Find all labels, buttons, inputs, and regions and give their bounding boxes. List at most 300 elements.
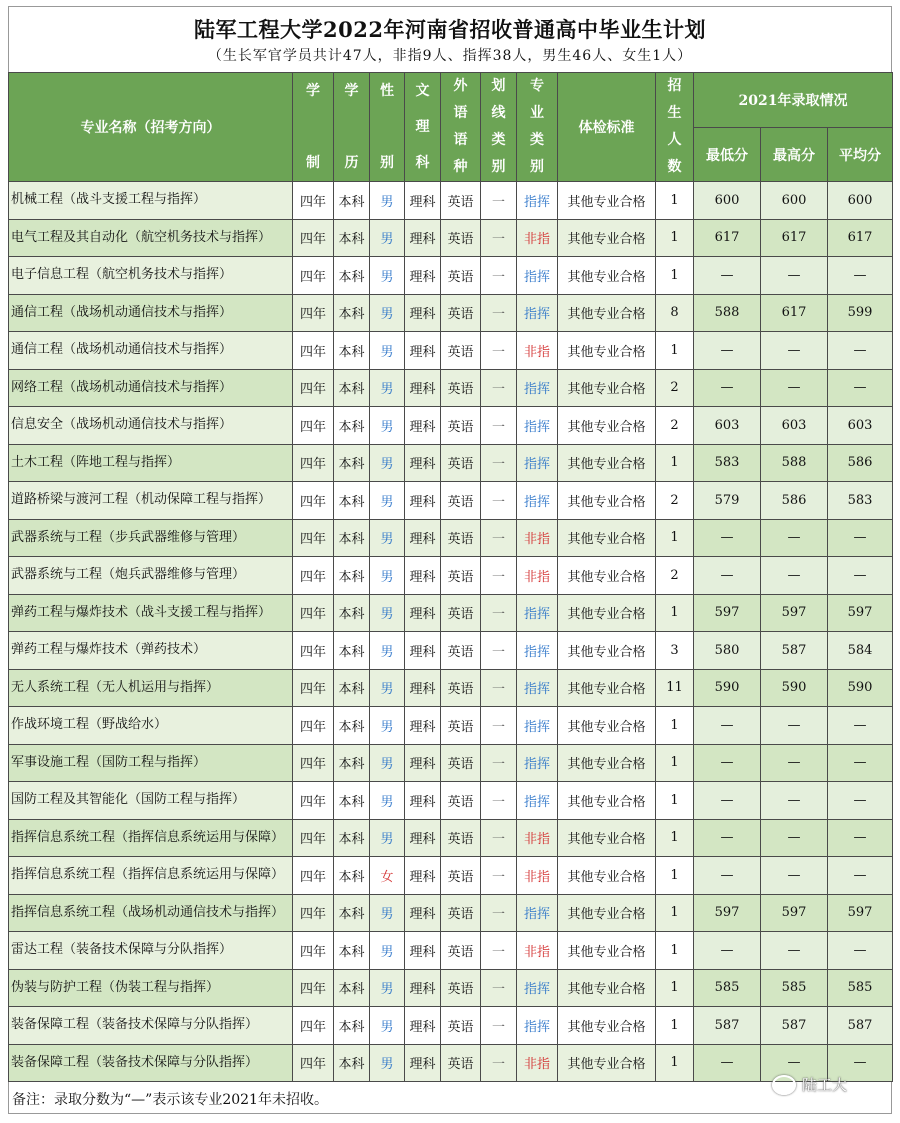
cell-huaxian: 一: [481, 519, 517, 557]
cell-tijian: 其他专业合格: [558, 519, 656, 557]
cell-avg-score: —: [828, 332, 893, 370]
cell-xueli: 本科: [334, 332, 370, 370]
cell-huaxian: 一: [481, 444, 517, 482]
cell-avg-score: —: [828, 1044, 893, 1082]
cell-xuezhi: 四年: [293, 707, 334, 745]
cell-max-score: —: [761, 369, 828, 407]
cell-max-score: 617: [761, 294, 828, 332]
cell-major-name: 装备保障工程（装备技术保障与分队指挥）: [9, 1007, 293, 1045]
cell-major-name: 装备保障工程（装备技术保障与分队指挥）: [9, 1044, 293, 1082]
cell-xingbie: 男: [370, 669, 405, 707]
cell-avg-score: 583: [828, 482, 893, 520]
cell-major-name: 作战环境工程（野战给水）: [9, 707, 293, 745]
cell-avg-score: 617: [828, 219, 893, 257]
cell-waiyu: 英语: [441, 744, 481, 782]
cell-zhaosheng: 1: [656, 257, 694, 295]
header-xueli: 学 历: [334, 73, 370, 182]
cell-wenli: 理科: [405, 594, 441, 632]
cell-xuezhi: 四年: [293, 632, 334, 670]
watermark: [772, 1074, 847, 1095]
cell-zhuanye: 指挥: [517, 894, 558, 932]
enrollment-plan-table: [8, 72, 893, 1082]
cell-max-score: 587: [761, 632, 828, 670]
cell-wenli: 理科: [405, 219, 441, 257]
cell-major-name: 土木工程（阵地工程与指挥）: [9, 444, 293, 482]
cell-max-score: 587: [761, 1007, 828, 1045]
cell-xingbie: 女: [370, 857, 405, 895]
cell-avg-score: 599: [828, 294, 893, 332]
table-row: [9, 332, 893, 370]
cell-xuezhi: 四年: [293, 894, 334, 932]
cell-major-name: 通信工程（战场机动通信技术与指挥）: [9, 332, 293, 370]
cell-xuezhi: 四年: [293, 1044, 334, 1082]
footnote: 备注：录取分数为“—”表示该专业2021年未招收。: [12, 1092, 328, 1108]
cell-max-score: 597: [761, 594, 828, 632]
header-huaxian: 划 线 类 别: [481, 73, 517, 182]
cell-max-score: 585: [761, 969, 828, 1007]
cell-waiyu: 英语: [441, 894, 481, 932]
table-row: [9, 1007, 893, 1045]
cell-avg-score: 587: [828, 1007, 893, 1045]
cell-max-score: —: [761, 782, 828, 820]
cell-xueli: 本科: [334, 744, 370, 782]
cell-tijian: 其他专业合格: [558, 219, 656, 257]
cell-huaxian: 一: [481, 1044, 517, 1082]
cell-max-score: —: [761, 932, 828, 970]
cell-huaxian: 一: [481, 557, 517, 595]
cell-major-name: 电气工程及其自动化（航空机务技术与指挥）: [9, 219, 293, 257]
cell-xuezhi: 四年: [293, 444, 334, 482]
table-row: [9, 894, 893, 932]
cell-min-score: —: [694, 819, 761, 857]
table-row: [9, 519, 893, 557]
cell-min-score: —: [694, 369, 761, 407]
cell-min-score: 587: [694, 1007, 761, 1045]
cell-wenli: 理科: [405, 782, 441, 820]
cell-max-score: —: [761, 744, 828, 782]
cell-zhaosheng: 1: [656, 332, 694, 370]
cell-waiyu: 英语: [441, 257, 481, 295]
cell-waiyu: 英语: [441, 182, 481, 220]
cell-huaxian: 一: [481, 894, 517, 932]
table-row: [9, 782, 893, 820]
cell-xueli: 本科: [334, 1044, 370, 1082]
cell-avg-score: —: [828, 519, 893, 557]
cell-xueli: 本科: [334, 219, 370, 257]
cell-xingbie: 男: [370, 557, 405, 595]
cell-zhaosheng: 1: [656, 444, 694, 482]
cell-zhaosheng: 1: [656, 707, 694, 745]
cell-major-name: 机械工程（战斗支援工程与指挥）: [9, 182, 293, 220]
cell-tijian: 其他专业合格: [558, 1044, 656, 1082]
cell-major-name: 弹药工程与爆炸技术（弹药技术）: [9, 632, 293, 670]
cell-tijian: 其他专业合格: [558, 407, 656, 445]
header-max: 最高分: [761, 128, 828, 182]
table-row: [9, 182, 893, 220]
cell-wenli: 理科: [405, 707, 441, 745]
cell-zhuanye: 非指: [517, 219, 558, 257]
cell-zhaosheng: 1: [656, 519, 694, 557]
cell-xingbie: 男: [370, 294, 405, 332]
cell-avg-score: —: [828, 857, 893, 895]
cell-wenli: 理科: [405, 369, 441, 407]
cell-xueli: 本科: [334, 369, 370, 407]
cell-major-name: 信息安全（战场机动通信技术与指挥）: [9, 407, 293, 445]
cell-zhuanye: 非指: [517, 1044, 558, 1082]
cell-zhaosheng: 1: [656, 857, 694, 895]
cell-xuezhi: 四年: [293, 819, 334, 857]
table-row: [9, 669, 893, 707]
cell-major-name: 武器系统与工程（炮兵武器维修与管理）: [9, 557, 293, 595]
cell-max-score: 617: [761, 219, 828, 257]
cell-avg-score: 600: [828, 182, 893, 220]
cell-zhaosheng: 1: [656, 219, 694, 257]
cell-max-score: —: [761, 557, 828, 595]
watermark-text: 陆工大: [802, 1076, 848, 1094]
cell-xingbie: 男: [370, 444, 405, 482]
cell-waiyu: 英语: [441, 557, 481, 595]
cell-max-score: —: [761, 707, 828, 745]
cell-xingbie: 男: [370, 1044, 405, 1082]
cell-waiyu: 英语: [441, 669, 481, 707]
cell-wenli: 理科: [405, 932, 441, 970]
header-xingbie: 性 别: [370, 73, 405, 182]
cell-zhaosheng: 2: [656, 407, 694, 445]
cell-xingbie: 男: [370, 744, 405, 782]
cell-major-name: 军事设施工程（国防工程与指挥）: [9, 744, 293, 782]
cell-major-name: 电子信息工程（航空机务技术与指挥）: [9, 257, 293, 295]
header-luqu: 2021年录取情况: [694, 73, 893, 128]
header-name: 专业名称（招考方向）: [9, 73, 293, 182]
cell-avg-score: 597: [828, 894, 893, 932]
cell-wenli: 理科: [405, 294, 441, 332]
cell-min-score: 617: [694, 219, 761, 257]
cell-tijian: 其他专业合格: [558, 332, 656, 370]
cell-xingbie: 男: [370, 257, 405, 295]
cell-huaxian: 一: [481, 369, 517, 407]
cell-xuezhi: 四年: [293, 407, 334, 445]
table-row: [9, 407, 893, 445]
cell-zhaosheng: 2: [656, 369, 694, 407]
table-row: [9, 369, 893, 407]
cell-xingbie: 男: [370, 369, 405, 407]
table-row: [9, 819, 893, 857]
cell-major-name: 雷达工程（装备技术保障与分队指挥）: [9, 932, 293, 970]
cell-min-score: —: [694, 257, 761, 295]
cell-waiyu: 英语: [441, 857, 481, 895]
cell-xueli: 本科: [334, 594, 370, 632]
table-row: [9, 294, 893, 332]
cell-zhuanye: 非指: [517, 819, 558, 857]
cell-xuezhi: 四年: [293, 969, 334, 1007]
cell-major-name: 无人系统工程（无人机运用与指挥）: [9, 669, 293, 707]
header-waiyu: 外 语 语 种: [441, 73, 481, 182]
cell-zhuanye: 指挥: [517, 632, 558, 670]
cell-xueli: 本科: [334, 294, 370, 332]
cell-wenli: 理科: [405, 182, 441, 220]
cell-zhuanye: 指挥: [517, 707, 558, 745]
cell-tijian: 其他专业合格: [558, 482, 656, 520]
cell-tijian: 其他专业合格: [558, 1007, 656, 1045]
cell-xueli: 本科: [334, 857, 370, 895]
cell-waiyu: 英语: [441, 1044, 481, 1082]
cell-zhuanye: 非指: [517, 857, 558, 895]
cell-max-score: —: [761, 519, 828, 557]
table-row: [9, 857, 893, 895]
cell-wenli: 理科: [405, 857, 441, 895]
cell-huaxian: 一: [481, 182, 517, 220]
cell-huaxian: 一: [481, 482, 517, 520]
cell-max-score: —: [761, 257, 828, 295]
cell-xingbie: 男: [370, 819, 405, 857]
header-avg: 平均分: [828, 128, 893, 182]
cell-huaxian: 一: [481, 219, 517, 257]
cell-waiyu: 英语: [441, 969, 481, 1007]
cell-avg-score: 590: [828, 669, 893, 707]
cell-tijian: 其他专业合格: [558, 632, 656, 670]
cell-max-score: 603: [761, 407, 828, 445]
cell-min-score: 590: [694, 669, 761, 707]
cell-waiyu: 英语: [441, 444, 481, 482]
table-row: [9, 594, 893, 632]
cell-min-score: 583: [694, 444, 761, 482]
cell-xueli: 本科: [334, 782, 370, 820]
cell-zhaosheng: 1: [656, 1007, 694, 1045]
table-row: [9, 932, 893, 970]
cell-zhaosheng: 11: [656, 669, 694, 707]
cell-min-score: 580: [694, 632, 761, 670]
cell-zhaosheng: 1: [656, 182, 694, 220]
cell-zhuanye: 指挥: [517, 444, 558, 482]
cell-waiyu: 英语: [441, 519, 481, 557]
cell-huaxian: 一: [481, 932, 517, 970]
cell-huaxian: 一: [481, 1007, 517, 1045]
table-row: [9, 557, 893, 595]
cell-max-score: 586: [761, 482, 828, 520]
cell-zhuanye: 非指: [517, 519, 558, 557]
cell-avg-score: 584: [828, 632, 893, 670]
cell-avg-score: 585: [828, 969, 893, 1007]
cell-avg-score: 603: [828, 407, 893, 445]
cell-wenli: 理科: [405, 444, 441, 482]
header-tijian: 体检标准: [558, 73, 656, 182]
cell-tijian: 其他专业合格: [558, 819, 656, 857]
cell-min-score: —: [694, 744, 761, 782]
cell-xingbie: 男: [370, 519, 405, 557]
cell-tijian: 其他专业合格: [558, 444, 656, 482]
cell-min-score: 597: [694, 594, 761, 632]
cell-xuezhi: 四年: [293, 332, 334, 370]
cell-min-score: 597: [694, 894, 761, 932]
cell-xingbie: 男: [370, 594, 405, 632]
cell-wenli: 理科: [405, 1044, 441, 1082]
cell-waiyu: 英语: [441, 482, 481, 520]
cell-xingbie: 男: [370, 707, 405, 745]
cell-xingbie: 男: [370, 182, 405, 220]
cell-wenli: 理科: [405, 1007, 441, 1045]
cell-huaxian: 一: [481, 969, 517, 1007]
cell-zhuanye: 指挥: [517, 744, 558, 782]
cell-tijian: 其他专业合格: [558, 669, 656, 707]
cell-min-score: —: [694, 932, 761, 970]
cell-avg-score: —: [828, 707, 893, 745]
cell-min-score: —: [694, 1044, 761, 1082]
cell-wenli: 理科: [405, 482, 441, 520]
header-wenli: 文 理 科: [405, 73, 441, 182]
header-zhuanye: 专 业 类 别: [517, 73, 558, 182]
cell-xuezhi: 四年: [293, 294, 334, 332]
header-zhaosheng: 招 生 人 数: [656, 73, 694, 182]
cell-xueli: 本科: [334, 444, 370, 482]
wechat-icon: [772, 1075, 796, 1095]
cell-min-score: —: [694, 857, 761, 895]
cell-min-score: —: [694, 782, 761, 820]
cell-tijian: 其他专业合格: [558, 182, 656, 220]
table-row: [9, 444, 893, 482]
cell-huaxian: 一: [481, 407, 517, 445]
cell-xueli: 本科: [334, 819, 370, 857]
cell-min-score: 588: [694, 294, 761, 332]
cell-huaxian: 一: [481, 632, 517, 670]
cell-major-name: 道路桥梁与渡河工程（机动保障工程与指挥）: [9, 482, 293, 520]
cell-xuezhi: 四年: [293, 369, 334, 407]
cell-tijian: 其他专业合格: [558, 707, 656, 745]
table-row: [9, 257, 893, 295]
cell-xingbie: 男: [370, 332, 405, 370]
cell-wenli: 理科: [405, 969, 441, 1007]
cell-waiyu: 英语: [441, 219, 481, 257]
cell-zhaosheng: 2: [656, 557, 694, 595]
cell-xingbie: 男: [370, 782, 405, 820]
cell-zhuanye: 指挥: [517, 294, 558, 332]
cell-xueli: 本科: [334, 257, 370, 295]
cell-wenli: 理科: [405, 257, 441, 295]
cell-wenli: 理科: [405, 632, 441, 670]
cell-huaxian: 一: [481, 332, 517, 370]
cell-tijian: 其他专业合格: [558, 744, 656, 782]
cell-wenli: 理科: [405, 519, 441, 557]
cell-xingbie: 男: [370, 1007, 405, 1045]
cell-xueli: 本科: [334, 519, 370, 557]
cell-huaxian: 一: [481, 819, 517, 857]
cell-waiyu: 英语: [441, 932, 481, 970]
cell-xueli: 本科: [334, 407, 370, 445]
cell-xuezhi: 四年: [293, 257, 334, 295]
cell-zhaosheng: 1: [656, 819, 694, 857]
cell-tijian: 其他专业合格: [558, 257, 656, 295]
cell-zhuanye: 指挥: [517, 594, 558, 632]
cell-xuezhi: 四年: [293, 857, 334, 895]
cell-zhuanye: 指挥: [517, 482, 558, 520]
cell-xueli: 本科: [334, 932, 370, 970]
cell-wenli: 理科: [405, 332, 441, 370]
cell-xingbie: 男: [370, 969, 405, 1007]
cell-zhaosheng: 1: [656, 894, 694, 932]
cell-huaxian: 一: [481, 857, 517, 895]
cell-zhaosheng: 1: [656, 744, 694, 782]
cell-zhuanye: 指挥: [517, 369, 558, 407]
cell-xingbie: 男: [370, 219, 405, 257]
cell-avg-score: 597: [828, 594, 893, 632]
cell-major-name: 伪装与防护工程（伪装工程与指挥）: [9, 969, 293, 1007]
cell-min-score: 579: [694, 482, 761, 520]
cell-zhuanye: 非指: [517, 932, 558, 970]
cell-max-score: —: [761, 332, 828, 370]
cell-zhuanye: 指挥: [517, 407, 558, 445]
cell-xueli: 本科: [334, 1007, 370, 1045]
cell-xueli: 本科: [334, 669, 370, 707]
header-xuezhi: 学 制: [293, 73, 334, 182]
cell-huaxian: 一: [481, 782, 517, 820]
cell-avg-score: —: [828, 557, 893, 595]
table-row: [9, 219, 893, 257]
cell-tijian: 其他专业合格: [558, 782, 656, 820]
table-row: [9, 707, 893, 745]
cell-zhuanye: 指挥: [517, 969, 558, 1007]
cell-tijian: 其他专业合格: [558, 969, 656, 1007]
cell-xuezhi: 四年: [293, 932, 334, 970]
cell-zhuanye: 非指: [517, 557, 558, 595]
cell-huaxian: 一: [481, 594, 517, 632]
cell-major-name: 指挥信息系统工程（战场机动通信技术与指挥）: [9, 894, 293, 932]
cell-waiyu: 英语: [441, 632, 481, 670]
cell-zhuanye: 指挥: [517, 182, 558, 220]
cell-xueli: 本科: [334, 894, 370, 932]
cell-min-score: —: [694, 557, 761, 595]
page-title: 陆军工程大学2022年河南省招收普通高中毕业生计划: [194, 17, 706, 42]
cell-zhaosheng: 1: [656, 782, 694, 820]
page-subtitle: （生长军官学员共计47人，非指9人、指挥38人，男生46人、女生1人）: [207, 48, 693, 64]
table-body: [9, 182, 893, 1082]
cell-wenli: 理科: [405, 819, 441, 857]
cell-major-name: 网络工程（战场机动通信技术与指挥）: [9, 369, 293, 407]
cell-xuezhi: 四年: [293, 1007, 334, 1045]
cell-zhuanye: 指挥: [517, 669, 558, 707]
table-row: [9, 1044, 893, 1082]
cell-xuezhi: 四年: [293, 519, 334, 557]
cell-xueli: 本科: [334, 182, 370, 220]
cell-tijian: 其他专业合格: [558, 857, 656, 895]
cell-tijian: 其他专业合格: [558, 594, 656, 632]
cell-zhuanye: 指挥: [517, 782, 558, 820]
cell-xuezhi: 四年: [293, 594, 334, 632]
cell-xingbie: 男: [370, 482, 405, 520]
cell-min-score: —: [694, 519, 761, 557]
cell-major-name: 指挥信息系统工程（指挥信息系统运用与保障）: [9, 857, 293, 895]
cell-xingbie: 男: [370, 407, 405, 445]
cell-wenli: 理科: [405, 669, 441, 707]
cell-xueli: 本科: [334, 482, 370, 520]
cell-xingbie: 男: [370, 632, 405, 670]
cell-waiyu: 英语: [441, 594, 481, 632]
cell-waiyu: 英语: [441, 707, 481, 745]
cell-max-score: 600: [761, 182, 828, 220]
cell-waiyu: 英语: [441, 407, 481, 445]
cell-avg-score: —: [828, 932, 893, 970]
cell-major-name: 武器系统与工程（步兵武器维修与管理）: [9, 519, 293, 557]
table-row: [9, 969, 893, 1007]
cell-avg-score: —: [828, 782, 893, 820]
cell-xuezhi: 四年: [293, 744, 334, 782]
cell-xuezhi: 四年: [293, 482, 334, 520]
cell-zhaosheng: 1: [656, 1044, 694, 1082]
cell-zhaosheng: 8: [656, 294, 694, 332]
cell-xuezhi: 四年: [293, 557, 334, 595]
cell-xuezhi: 四年: [293, 782, 334, 820]
cell-avg-score: 586: [828, 444, 893, 482]
cell-xingbie: 男: [370, 932, 405, 970]
cell-wenli: 理科: [405, 894, 441, 932]
